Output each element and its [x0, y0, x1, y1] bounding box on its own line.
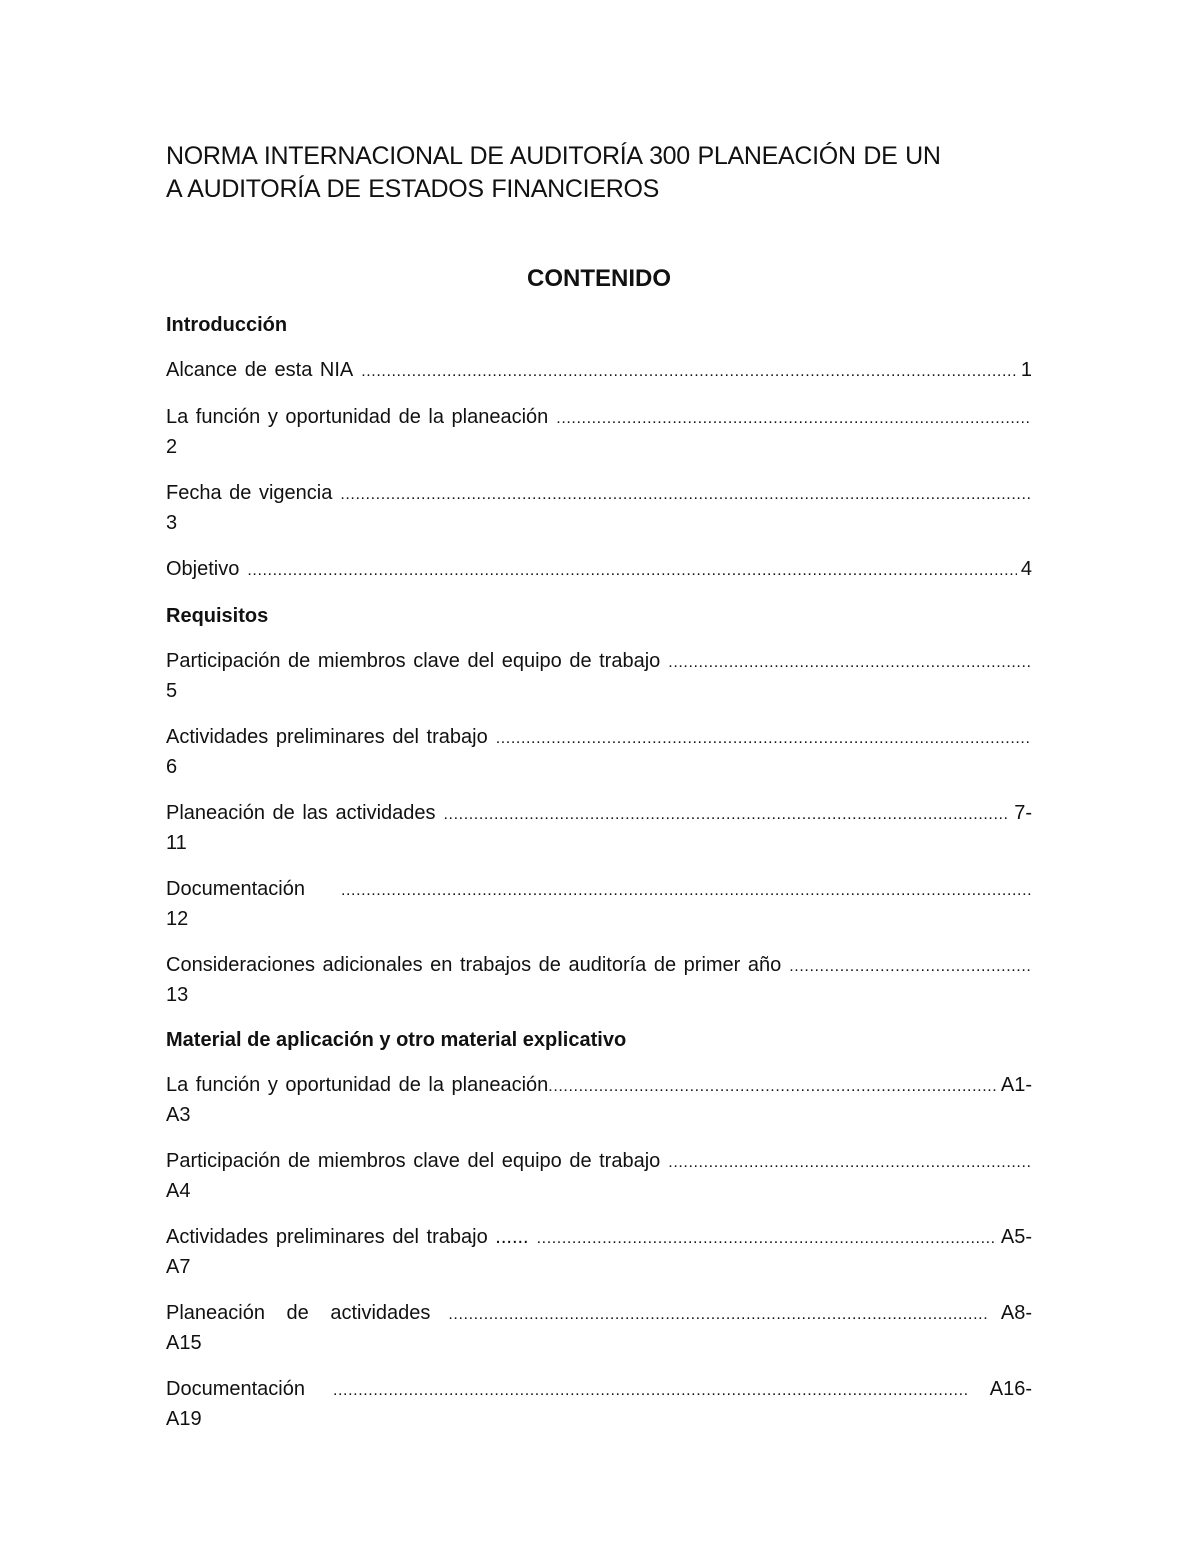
toc-entry: [166, 647, 1032, 705]
toc-entry-page-start: A5-: [1000, 1226, 1032, 1248]
toc-entry: [166, 403, 1032, 461]
toc-leader-dots: [537, 1225, 997, 1253]
toc-entry-page: 12: [166, 908, 189, 930]
toc-leader-dots: [340, 481, 1032, 509]
toc-entry: [166, 356, 1032, 386]
toc-leader-dots: [448, 1301, 986, 1329]
toc-entry-page: A3: [166, 1104, 191, 1126]
toc-entry-page: A4: [166, 1180, 191, 1202]
section-heading-requisitos: Requisitos: [166, 605, 269, 627]
document-title-line-1: NORMA INTERNACIONAL DE AUDITORÍA 300 PLANEACIÓN DE UN: [166, 142, 941, 170]
toc-entry-label: Actividades preliminares del trabajo: [166, 726, 488, 748]
toc-leader-dots: [247, 557, 1017, 585]
toc-entry-label: Actividades preliminares del trabajo ......: [166, 1226, 529, 1248]
toc-entry-page-start: A8-: [1000, 1302, 1032, 1324]
toc-entry: [166, 875, 1032, 933]
toc-entry: [166, 799, 1032, 857]
toc-entry-label: La función y oportunidad de la planeación: [166, 1074, 549, 1096]
document-title: [166, 140, 1032, 206]
contents-heading: CONTENIDO: [527, 265, 671, 292]
toc-entry: [166, 1375, 1032, 1433]
toc-entry-label: Fecha de vigencia: [166, 482, 333, 504]
toc-leader-dots: [668, 649, 1032, 677]
toc-entry-page: A7: [166, 1256, 191, 1278]
toc-leader-dots: [789, 953, 1032, 981]
toc-entry-label: La función y oportunidad de la planeación: [166, 406, 549, 428]
toc-leader-dots: [556, 405, 1032, 433]
toc-entry: [166, 1299, 1032, 1357]
toc-entry-page: A15: [166, 1332, 202, 1354]
toc-entry-label: Planeación de las actividades: [166, 802, 436, 824]
section-heading-material: Material de aplicación y otro material explicativo: [166, 1029, 627, 1051]
toc-entry: [166, 1147, 1032, 1205]
toc-leader-dots: [444, 801, 1011, 829]
toc-entry-page: 4: [1020, 558, 1032, 580]
toc-entry-page: 3: [166, 512, 178, 534]
toc-entry-page: 2: [166, 436, 178, 458]
toc-entry-page: 1: [1020, 359, 1032, 381]
document-page: [166, 140, 1032, 1433]
toc-entry-page: 11: [166, 832, 187, 854]
toc-entry-page: 6: [166, 756, 178, 778]
toc-entry-page: A19: [166, 1408, 202, 1430]
toc-entry: [166, 555, 1032, 585]
toc-entry-label: Documentación: [166, 1378, 305, 1400]
toc-entry: [166, 479, 1032, 537]
toc-entry-label: Consideraciones adicionales en trabajos de auditoría de primer año: [166, 954, 782, 976]
toc-entry: [166, 723, 1032, 781]
document-title-line-2: A AUDITORÍA DE ESTADOS FINANCIEROS: [166, 175, 659, 203]
toc-entry-label: Participación de miembros clave del equipo de trabajo: [166, 1150, 661, 1172]
toc-entry: [166, 1071, 1032, 1129]
toc-entry-page: 13: [166, 984, 189, 1006]
toc-leader-dots: [341, 877, 1032, 905]
section-heading-introduccion: Introducción: [166, 314, 288, 336]
toc-entry: [166, 1223, 1032, 1281]
toc-leader-dots: [361, 358, 1017, 386]
toc-entry: [166, 951, 1032, 1009]
toc-leader-dots: [548, 1073, 997, 1101]
toc-entry-label: Participación de miembros clave del equipo de trabajo: [166, 650, 661, 672]
toc-entry-label: Planeación de actividades: [166, 1302, 431, 1324]
toc-entry-label: Documentación: [166, 878, 305, 900]
toc-leader-dots: [496, 725, 1032, 753]
toc-entry-label: Alcance de esta NIA: [166, 359, 354, 381]
toc-leader-dots: [333, 1377, 968, 1405]
toc-entry-page: 5: [166, 680, 178, 702]
toc-entry-page-start: 7-: [1014, 802, 1032, 824]
toc-entry-label: Objetivo: [166, 558, 240, 580]
toc-entry-page-start: A1-: [1000, 1074, 1032, 1096]
toc-entry-page-start: A16-: [989, 1378, 1032, 1400]
toc-leader-dots: [668, 1149, 1032, 1177]
